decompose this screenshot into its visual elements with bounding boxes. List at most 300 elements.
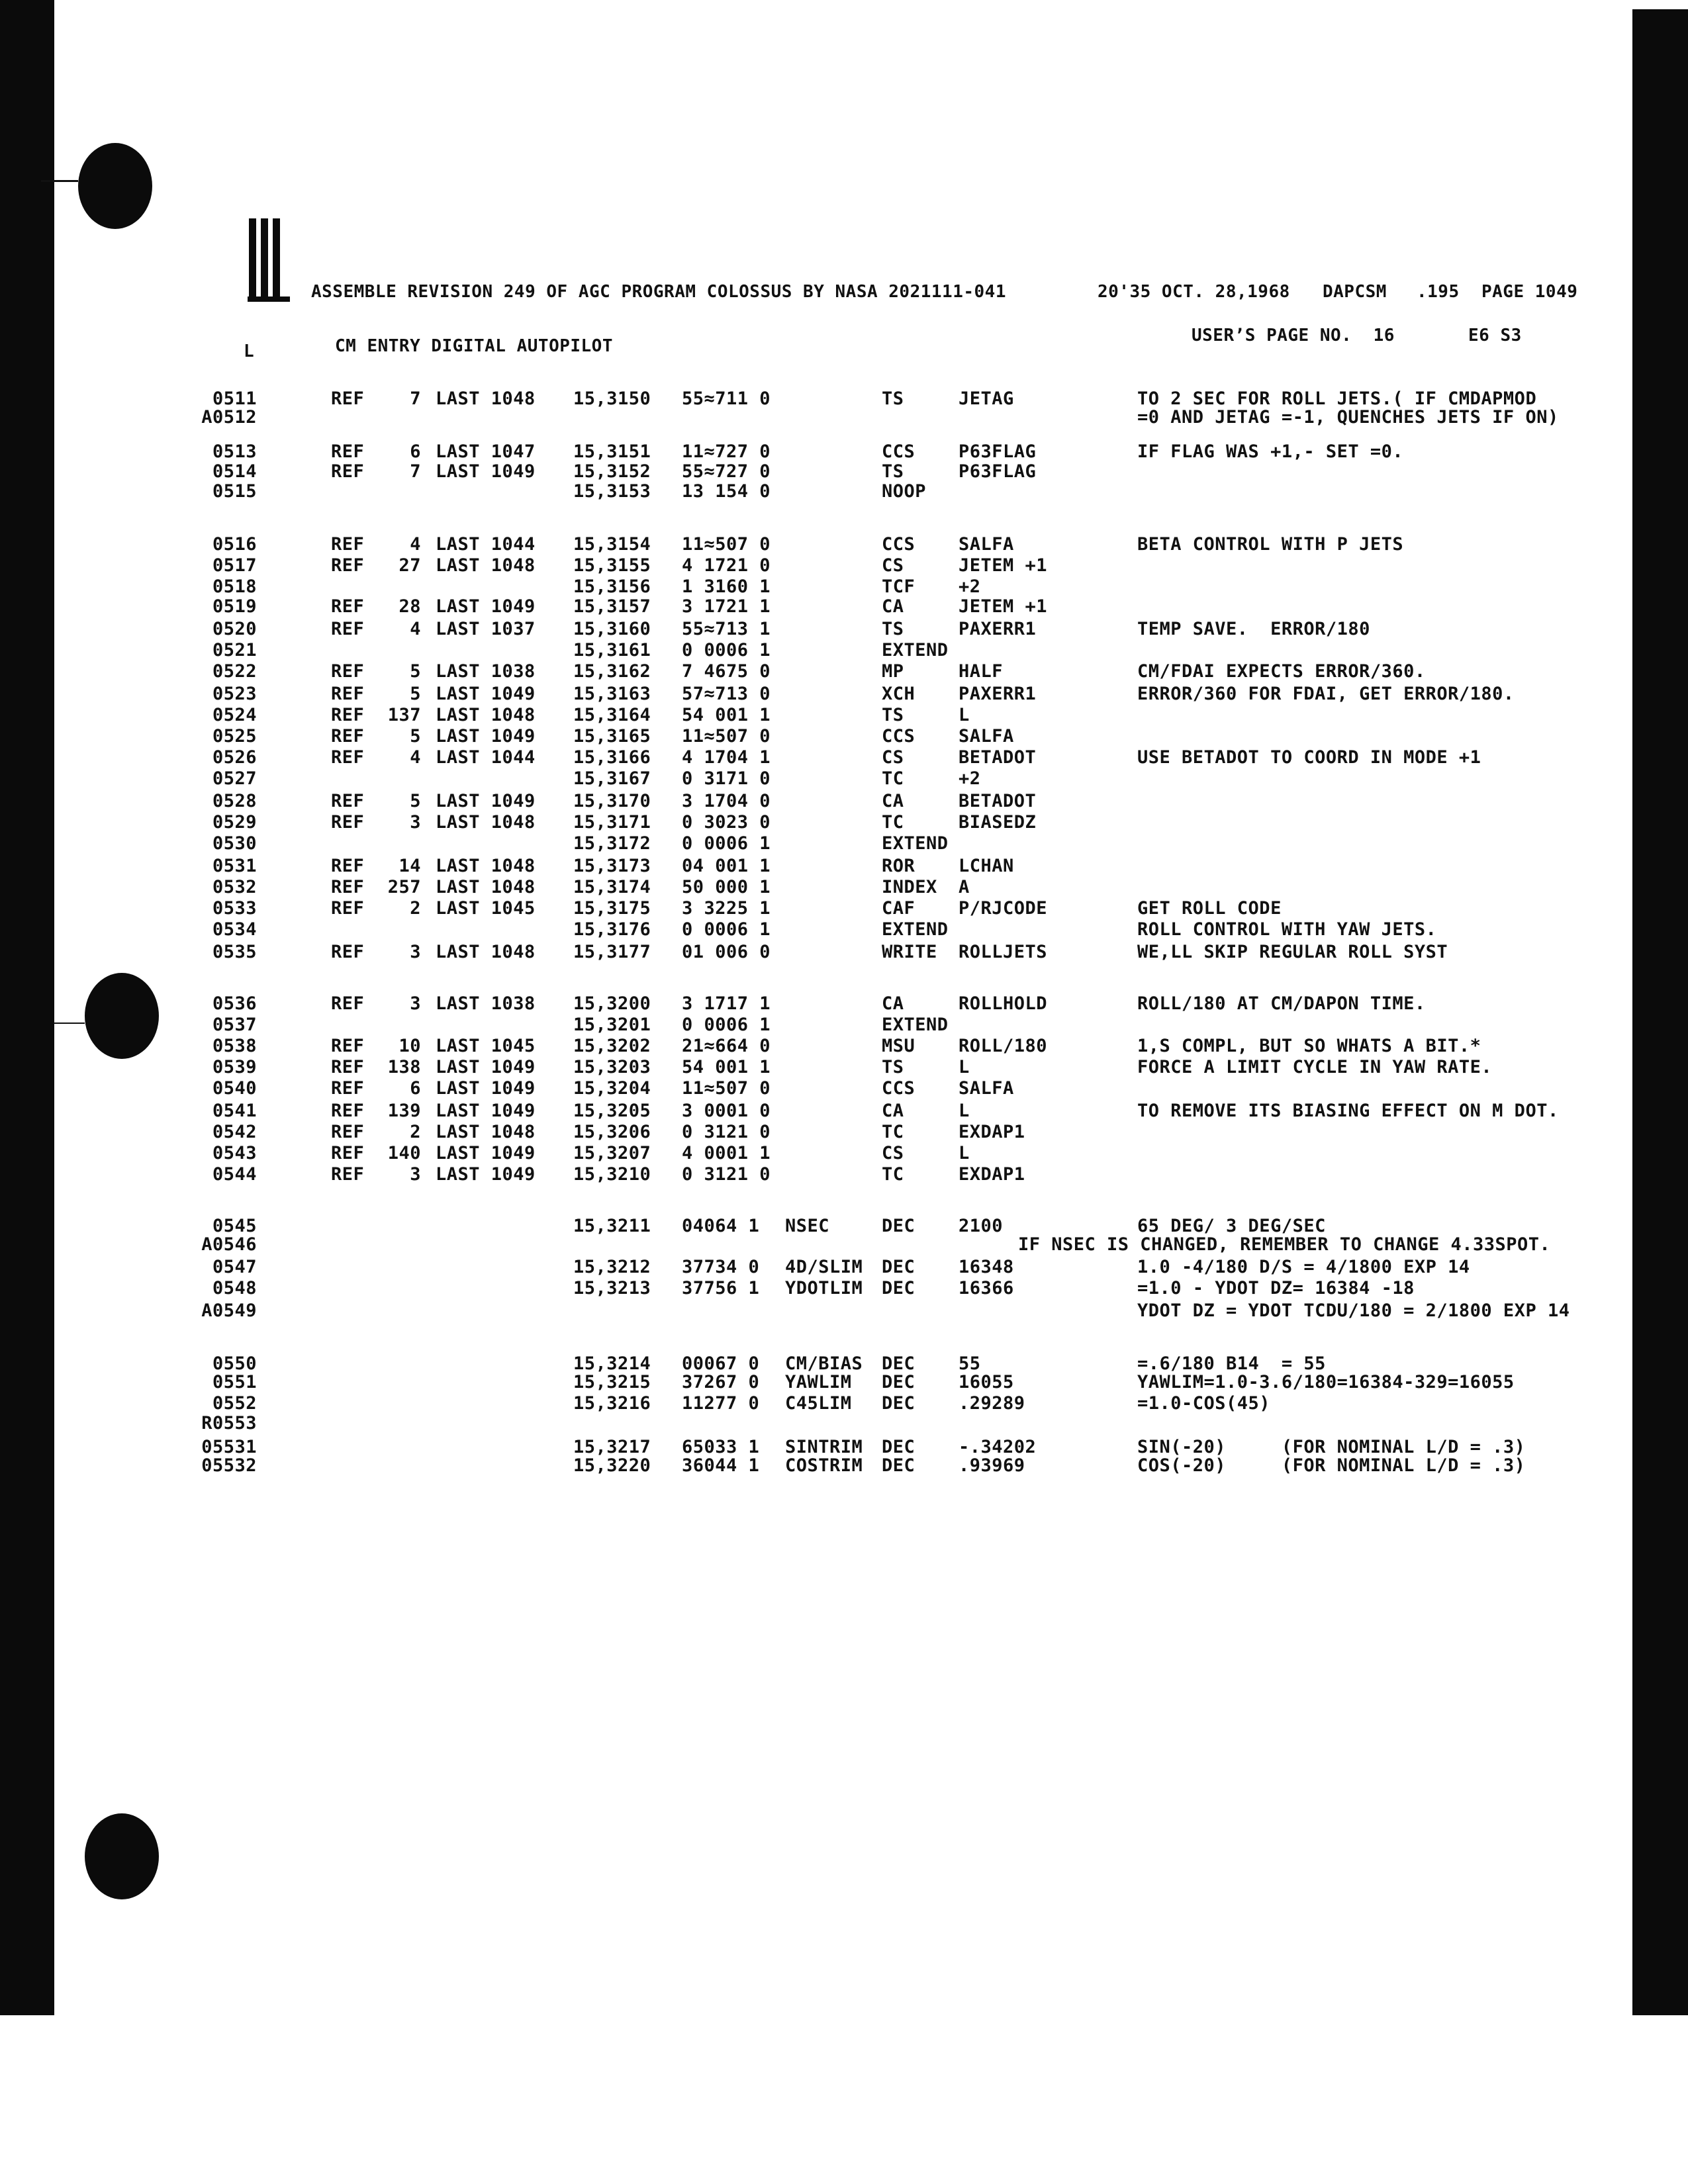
listing-comment: YDOT DZ = YDOT TCDU/180 = 2/1800 EXP 14 bbox=[1137, 1300, 1570, 1321]
listing-refn: 2 bbox=[410, 898, 421, 919]
listing-op: DEC bbox=[882, 1372, 915, 1392]
listing-number: .195 bbox=[1417, 282, 1460, 302]
listing-line: 0538 bbox=[212, 1036, 257, 1056]
listing-word: 3 1721 1 bbox=[682, 596, 771, 617]
listing-line: R0553 bbox=[201, 1413, 257, 1433]
listing-operand: -.34202 bbox=[959, 1437, 1037, 1457]
listing-operand: L bbox=[959, 1057, 970, 1077]
listing-refn: 3 bbox=[410, 942, 421, 962]
listing-line: 0545 bbox=[212, 1216, 257, 1236]
listing-refn: 7 bbox=[410, 388, 421, 409]
listing-op: CCS bbox=[882, 1078, 915, 1099]
listing-refn: 139 bbox=[387, 1101, 421, 1121]
listing-addr: 15,3206 bbox=[573, 1122, 651, 1142]
listing-line: 0519 bbox=[212, 596, 257, 617]
listing-op: CS bbox=[882, 555, 904, 576]
listing-line: A0549 bbox=[201, 1300, 257, 1321]
listing-refn: 138 bbox=[387, 1057, 421, 1077]
listing-op: NOOP bbox=[882, 481, 927, 502]
listing-operand: EXDAP1 bbox=[959, 1164, 1025, 1185]
section-title: CM ENTRY DIGITAL AUTOPILOT bbox=[335, 336, 613, 356]
listing-refn: 5 bbox=[410, 661, 421, 682]
listing-ref: REF bbox=[331, 461, 365, 482]
listing-addr: 15,3200 bbox=[573, 993, 651, 1014]
listing-addr: 15,3203 bbox=[573, 1057, 651, 1077]
listing-addr: 15,3205 bbox=[573, 1101, 651, 1121]
listing-comment: IF NSEC IS CHANGED, REMEMBER TO CHANGE 4.33SPOT. bbox=[1018, 1234, 1551, 1255]
listing-op: TS bbox=[882, 388, 904, 409]
listing-word: 1 3160 1 bbox=[682, 576, 771, 597]
listing-word: 54 001 1 bbox=[682, 705, 771, 725]
listing-line: 0531 bbox=[212, 856, 257, 876]
listing-line: 0525 bbox=[212, 726, 257, 747]
scan-border-right bbox=[1632, 9, 1688, 2015]
listing-op: CA bbox=[882, 791, 904, 811]
listing-op: MSU bbox=[882, 1036, 915, 1056]
listing-word: 0 3121 0 bbox=[682, 1122, 771, 1142]
listing-operand: +2 bbox=[959, 576, 981, 597]
listing-word: 11≈507 0 bbox=[682, 534, 771, 555]
punch-hole-top bbox=[78, 143, 152, 229]
listing-refn: 27 bbox=[399, 555, 421, 576]
listing-operand: JETEM +1 bbox=[959, 555, 1048, 576]
listing-op: TC bbox=[882, 812, 904, 833]
listing-comment: 1.0 -4/180 D/S = 4/1800 EXP 14 bbox=[1137, 1257, 1470, 1277]
listing-comment: ERROR/360 FOR FDAI, GET ERROR/180. bbox=[1137, 684, 1515, 704]
listing-operand: L bbox=[959, 705, 970, 725]
listing-op: DEC bbox=[882, 1437, 915, 1457]
listing-ref: REF bbox=[331, 661, 365, 682]
listing-line: 0522 bbox=[212, 661, 257, 682]
listing-addr: 15,3156 bbox=[573, 576, 651, 597]
listing-comment: IF FLAG WAS +1,- SET =0. bbox=[1137, 441, 1404, 462]
listing-addr: 15,3166 bbox=[573, 747, 651, 768]
listing-last: LAST 1048 bbox=[436, 942, 536, 962]
listing-last: LAST 1049 bbox=[436, 1101, 536, 1121]
listing-line: 0513 bbox=[212, 441, 257, 462]
listing-operand: 2100 bbox=[959, 1216, 1004, 1236]
listing-refn: 2 bbox=[410, 1122, 421, 1142]
listing-ref: REF bbox=[331, 1101, 365, 1121]
listing-op: CS bbox=[882, 747, 904, 768]
listing-label: YDOTLIM bbox=[785, 1278, 863, 1298]
listing-op: EXTEND bbox=[882, 919, 949, 940]
listing-op: TS bbox=[882, 1057, 904, 1077]
listing-ref: REF bbox=[331, 1164, 365, 1185]
listing-addr: 15,3152 bbox=[573, 461, 651, 482]
listing-comment: YAWLIM=1.0-3.6/180=16384-329=16055 bbox=[1137, 1372, 1515, 1392]
listing-word: 7 4675 0 bbox=[682, 661, 771, 682]
listing-last: LAST 1049 bbox=[436, 461, 536, 482]
listing-ref: REF bbox=[331, 441, 365, 462]
listing-op: CA bbox=[882, 596, 904, 617]
listing-last: LAST 1048 bbox=[436, 856, 536, 876]
listing-last: LAST 1044 bbox=[436, 747, 536, 768]
listing-operand: SALFA bbox=[959, 726, 1014, 747]
listing-op: TC bbox=[882, 1122, 904, 1142]
listing-operand: PAXERR1 bbox=[959, 619, 1037, 639]
listing-op: DEC bbox=[882, 1278, 915, 1298]
listing-operand: .29289 bbox=[959, 1393, 1025, 1414]
listing-datetime: 20'35 OCT. 28,1968 bbox=[1098, 282, 1290, 302]
listing-last: LAST 1049 bbox=[436, 1057, 536, 1077]
listing-last: LAST 1045 bbox=[436, 898, 536, 919]
listing-addr: 15,3172 bbox=[573, 833, 651, 854]
listing-last: LAST 1038 bbox=[436, 993, 536, 1014]
listing-refn: 3 bbox=[410, 993, 421, 1014]
listing-refn: 4 bbox=[410, 747, 421, 768]
listing-addr: 15,3216 bbox=[573, 1393, 651, 1414]
listing-ref: REF bbox=[331, 791, 365, 811]
listing-op: WRITE bbox=[882, 942, 937, 962]
listing-last: LAST 1047 bbox=[436, 441, 536, 462]
listing-last: LAST 1049 bbox=[436, 791, 536, 811]
listing-comment: COS(-20) (FOR NOMINAL L/D = .3) bbox=[1137, 1455, 1526, 1476]
listing-word: 0 0006 1 bbox=[682, 1015, 771, 1035]
listing-word: 57≈713 0 bbox=[682, 684, 771, 704]
listing-ref: REF bbox=[331, 1143, 365, 1163]
listing-line: 0515 bbox=[212, 481, 257, 502]
listing-op: DEC bbox=[882, 1455, 915, 1476]
listing-addr: 15,3171 bbox=[573, 812, 651, 833]
listing-line: 0544 bbox=[212, 1164, 257, 1185]
listing-refn: 4 bbox=[410, 534, 421, 555]
listing-op: INDEX bbox=[882, 877, 937, 897]
listing-operand: +2 bbox=[959, 768, 981, 789]
listing-addr: 15,3177 bbox=[573, 942, 651, 962]
listing-comment: ROLL CONTROL WITH YAW JETS. bbox=[1137, 919, 1437, 940]
listing-addr: 15,3167 bbox=[573, 768, 651, 789]
listing-word: 4 1721 0 bbox=[682, 555, 771, 576]
listing-line: 0537 bbox=[212, 1015, 257, 1035]
listing-word: 3 3225 1 bbox=[682, 898, 771, 919]
listing-operand: BETADOT bbox=[959, 791, 1037, 811]
listing-addr: 15,3170 bbox=[573, 791, 651, 811]
listing-addr: 15,3161 bbox=[573, 640, 651, 660]
listing-line: 0523 bbox=[212, 684, 257, 704]
listing-label: 4D/SLIM bbox=[785, 1257, 863, 1277]
listing-op: TC bbox=[882, 1164, 904, 1185]
listing-ref: REF bbox=[331, 1078, 365, 1099]
listing-line: 0543 bbox=[212, 1143, 257, 1163]
listing-line: 0526 bbox=[212, 747, 257, 768]
listing-word: 11≈507 0 bbox=[682, 726, 771, 747]
listing-word: 36044 1 bbox=[682, 1455, 760, 1476]
listing-line: 0532 bbox=[212, 877, 257, 897]
listing-op: TS bbox=[882, 705, 904, 725]
listing-addr: 15,3215 bbox=[573, 1372, 651, 1392]
listing-line: 0517 bbox=[212, 555, 257, 576]
listing-comment: SIN(-20) (FOR NOMINAL L/D = .3) bbox=[1137, 1437, 1526, 1457]
listing-addr: 15,3153 bbox=[573, 481, 651, 502]
listing-operand: ROLL/180 bbox=[959, 1036, 1048, 1056]
listing-line: 0518 bbox=[212, 576, 257, 597]
listing-word: 37756 1 bbox=[682, 1278, 760, 1298]
listing-last: LAST 1049 bbox=[436, 684, 536, 704]
listing-ref: REF bbox=[331, 877, 365, 897]
listing-line: A0512 bbox=[201, 407, 257, 428]
listing-addr: 15,3173 bbox=[573, 856, 651, 876]
listing-word: 0 0006 1 bbox=[682, 833, 771, 854]
listing-line: 0550 bbox=[212, 1353, 257, 1374]
listing-label: YAWLIM bbox=[785, 1372, 852, 1392]
listing-operand: BETADOT bbox=[959, 747, 1037, 768]
listing-word: 54 001 1 bbox=[682, 1057, 771, 1077]
listing-refn: 6 bbox=[410, 441, 421, 462]
listing-comment: 1,S COMPL, BUT SO WHATS A BIT.* bbox=[1137, 1036, 1481, 1056]
listing-comment: CM/FDAI EXPECTS ERROR/360. bbox=[1137, 661, 1426, 682]
listing-word: 55≈727 0 bbox=[682, 461, 771, 482]
listing-word: 0 0006 1 bbox=[682, 640, 771, 660]
listing-line: 0511 bbox=[212, 388, 257, 409]
listing-operand: .93969 bbox=[959, 1455, 1025, 1476]
listing-ref: REF bbox=[331, 747, 365, 768]
listing-addr: 15,3160 bbox=[573, 619, 651, 639]
listing-addr: 15,3175 bbox=[573, 898, 651, 919]
listing-ref: REF bbox=[331, 555, 365, 576]
listing-op: CCS bbox=[882, 441, 915, 462]
page-number: PAGE 1049 bbox=[1481, 282, 1578, 302]
listing-addr: 15,3154 bbox=[573, 534, 651, 555]
listing-last: LAST 1038 bbox=[436, 661, 536, 682]
listing-word: 37734 0 bbox=[682, 1257, 760, 1277]
listing-operand: JETEM +1 bbox=[959, 596, 1048, 617]
program-title: ASSEMBLE REVISION 249 OF AGC PROGRAM COLOSSUS BY NASA 2021111-041 bbox=[311, 282, 1006, 302]
listing-last: LAST 1048 bbox=[436, 705, 536, 725]
listing-ref: REF bbox=[331, 684, 365, 704]
listing-addr: 15,3204 bbox=[573, 1078, 651, 1099]
listing-addr: 15,3214 bbox=[573, 1353, 651, 1374]
listing-line: 0516 bbox=[212, 534, 257, 555]
listing-word: 04064 1 bbox=[682, 1216, 760, 1236]
listing-op: EXTEND bbox=[882, 640, 949, 660]
listing-line: 05532 bbox=[201, 1455, 257, 1476]
listing-refn: 6 bbox=[410, 1078, 421, 1099]
listing-comment: TO REMOVE ITS BIASING EFFECT ON M DOT. bbox=[1137, 1101, 1559, 1121]
listing-addr: 15,3164 bbox=[573, 705, 651, 725]
listing-word: 55≈711 0 bbox=[682, 388, 771, 409]
users-page-number: USER’S PAGE NO. 16 bbox=[1192, 326, 1395, 345]
listing-op: DEC bbox=[882, 1216, 915, 1236]
listing-line: 0528 bbox=[212, 791, 257, 811]
listing-operand: 55 bbox=[959, 1353, 981, 1374]
listing-comment: TO 2 SEC FOR ROLL JETS.( IF CMDAPMOD bbox=[1137, 388, 1537, 409]
listing-operand: EXDAP1 bbox=[959, 1122, 1025, 1142]
listing-comment: =1.0-COS(45) bbox=[1137, 1393, 1271, 1414]
listing-last: LAST 1049 bbox=[436, 1143, 536, 1163]
listing-last: LAST 1048 bbox=[436, 388, 536, 409]
listing-word: 0 3023 0 bbox=[682, 812, 771, 833]
listing-line: 0542 bbox=[212, 1122, 257, 1142]
listing-word: 01 006 0 bbox=[682, 942, 771, 962]
listing-ref: REF bbox=[331, 388, 365, 409]
listing-op: EXTEND bbox=[882, 833, 949, 854]
listing-word: 3 1717 1 bbox=[682, 993, 771, 1014]
listing-op: EXTEND bbox=[882, 1015, 949, 1035]
listing-word: 04 001 1 bbox=[682, 856, 771, 876]
listing-refn: 140 bbox=[387, 1143, 421, 1163]
listing-operand: 16055 bbox=[959, 1372, 1014, 1392]
listing-last: LAST 1049 bbox=[436, 1164, 536, 1185]
listing-addr: 15,3212 bbox=[573, 1257, 651, 1277]
listing-operand: PAXERR1 bbox=[959, 684, 1037, 704]
listing-last: LAST 1048 bbox=[436, 1122, 536, 1142]
listing-line: 0541 bbox=[212, 1101, 257, 1121]
listing-addr: 15,3211 bbox=[573, 1216, 651, 1236]
listing-line: 0533 bbox=[212, 898, 257, 919]
listing-word: 11277 0 bbox=[682, 1393, 760, 1414]
listing-op: CCS bbox=[882, 726, 915, 747]
listing-refn: 4 bbox=[410, 619, 421, 639]
listing-ref: REF bbox=[331, 534, 365, 555]
listing-addr: 15,3150 bbox=[573, 388, 651, 409]
listing-addr: 15,3162 bbox=[573, 661, 651, 682]
listing-ref: REF bbox=[331, 705, 365, 725]
listing-refn: 257 bbox=[387, 877, 421, 897]
punch-hole-tick bbox=[41, 180, 78, 182]
listing-label: NSEC bbox=[785, 1216, 830, 1236]
listing-last: LAST 1045 bbox=[436, 1036, 536, 1056]
log-section-tag: DAPCSM bbox=[1323, 282, 1387, 302]
listing-word: 00067 0 bbox=[682, 1353, 760, 1374]
listing-addr: 15,3210 bbox=[573, 1164, 651, 1185]
listing-addr: 15,3155 bbox=[573, 555, 651, 576]
listing-refn: 28 bbox=[399, 596, 421, 617]
listing-addr: 15,3151 bbox=[573, 441, 651, 462]
listing-last: LAST 1048 bbox=[436, 877, 536, 897]
listing-last: LAST 1037 bbox=[436, 619, 536, 639]
listing-op: CAF bbox=[882, 898, 915, 919]
listing-ref: REF bbox=[331, 856, 365, 876]
listing-line: 0548 bbox=[212, 1278, 257, 1298]
listing-line: 0529 bbox=[212, 812, 257, 833]
listing-op: TS bbox=[882, 619, 904, 639]
listing-operand: P/RJCODE bbox=[959, 898, 1048, 919]
listing-word: 0 0006 1 bbox=[682, 919, 771, 940]
listing-last: LAST 1049 bbox=[436, 1078, 536, 1099]
listing-comment: =.6/180 B14 = 55 bbox=[1137, 1353, 1326, 1374]
listing-label: SINTRIM bbox=[785, 1437, 863, 1457]
listing-addr: 15,3201 bbox=[573, 1015, 651, 1035]
listing-addr: 15,3213 bbox=[573, 1278, 651, 1298]
listing-addr: 15,3174 bbox=[573, 877, 651, 897]
listing-comment: WE,LL SKIP REGULAR ROLL SYST bbox=[1137, 942, 1448, 962]
listing-ref: REF bbox=[331, 942, 365, 962]
listing-operand: P63FLAG bbox=[959, 461, 1037, 482]
listing-ref: REF bbox=[331, 1122, 365, 1142]
listing-addr: 15,3207 bbox=[573, 1143, 651, 1163]
listing-word: 50 000 1 bbox=[682, 877, 771, 897]
listing-comment: =0 AND JETAG =-1, QUENCHES JETS IF ON) bbox=[1137, 407, 1559, 428]
listing-addr: 15,3202 bbox=[573, 1036, 651, 1056]
listing-operand: HALF bbox=[959, 661, 1004, 682]
listing-word: 13 154 0 bbox=[682, 481, 771, 502]
listing-addr: 15,3176 bbox=[573, 919, 651, 940]
listing-operand: A bbox=[959, 877, 970, 897]
punch-hole-middle bbox=[85, 973, 159, 1059]
listing-line: 0552 bbox=[212, 1393, 257, 1414]
listing-word: 11≈727 0 bbox=[682, 441, 771, 462]
listing-comment: BETA CONTROL WITH P JETS bbox=[1137, 534, 1404, 555]
listing-word: 11≈507 0 bbox=[682, 1078, 771, 1099]
listing-op: CS bbox=[882, 1143, 904, 1163]
listing-op: DEC bbox=[882, 1353, 915, 1374]
listing-refn: 5 bbox=[410, 791, 421, 811]
listing-op: DEC bbox=[882, 1257, 915, 1277]
listing-word: 0 3171 0 bbox=[682, 768, 771, 789]
listing-word: 0 3121 0 bbox=[682, 1164, 771, 1185]
listing-op: XCH bbox=[882, 684, 915, 704]
listing-word: 21≈664 0 bbox=[682, 1036, 771, 1056]
listing-last: LAST 1048 bbox=[436, 812, 536, 833]
listing-word: 65033 1 bbox=[682, 1437, 760, 1457]
listing-op: CA bbox=[882, 993, 904, 1014]
listing-operand: ROLLJETS bbox=[959, 942, 1048, 962]
listing-operand: L bbox=[959, 1143, 970, 1163]
listing-label: C45LIM bbox=[785, 1393, 852, 1414]
listing-op: MP bbox=[882, 661, 904, 682]
listing-op: CA bbox=[882, 1101, 904, 1121]
listing-operand: JETAG bbox=[959, 388, 1014, 409]
listing-operand: LCHAN bbox=[959, 856, 1014, 876]
listing-addr: 15,3165 bbox=[573, 726, 651, 747]
listing-word: 3 0001 0 bbox=[682, 1101, 771, 1121]
listing-line: 0514 bbox=[212, 461, 257, 482]
listing-line: 05531 bbox=[201, 1437, 257, 1457]
section-letter: L bbox=[244, 341, 255, 361]
listing-word: 3 1704 0 bbox=[682, 791, 771, 811]
listing-line: 0540 bbox=[212, 1078, 257, 1099]
listing-ref: REF bbox=[331, 898, 365, 919]
listing-comment: 65 DEG/ 3 DEG/SEC bbox=[1137, 1216, 1326, 1236]
listing-operand: L bbox=[959, 1101, 970, 1121]
listing-refn: 5 bbox=[410, 726, 421, 747]
listing-refn: 3 bbox=[410, 1164, 421, 1185]
listing-operand: SALFA bbox=[959, 1078, 1014, 1099]
listing-ref: REF bbox=[331, 619, 365, 639]
listing-refn: 137 bbox=[387, 705, 421, 725]
listing-line: 0551 bbox=[212, 1372, 257, 1392]
listing-operand: 16366 bbox=[959, 1278, 1014, 1298]
listing-last: LAST 1048 bbox=[436, 555, 536, 576]
listing-refn: 5 bbox=[410, 684, 421, 704]
listing-comment: GET ROLL CODE bbox=[1137, 898, 1282, 919]
listing-line: A0546 bbox=[201, 1234, 257, 1255]
listing-operand: P63FLAG bbox=[959, 441, 1037, 462]
listing-operand: BIASEDZ bbox=[959, 812, 1037, 833]
listing-line: 0530 bbox=[212, 833, 257, 854]
listing-comment: TEMP SAVE. ERROR/180 bbox=[1137, 619, 1370, 639]
listing-addr: 15,3220 bbox=[573, 1455, 651, 1476]
listing-comment: FORCE A LIMIT CYCLE IN YAW RATE. bbox=[1137, 1057, 1493, 1077]
listing-line: 0535 bbox=[212, 942, 257, 962]
listing-word: 37267 0 bbox=[682, 1372, 760, 1392]
listing-last: LAST 1049 bbox=[436, 596, 536, 617]
listing-label: CM/BIAS bbox=[785, 1353, 863, 1374]
listing-op: TS bbox=[882, 461, 904, 482]
listing-operand: 16348 bbox=[959, 1257, 1014, 1277]
listing-word: 4 1704 1 bbox=[682, 747, 771, 768]
listing-line: 0547 bbox=[212, 1257, 257, 1277]
listing-word: 4 0001 1 bbox=[682, 1143, 771, 1163]
listing-operand: SALFA bbox=[959, 534, 1014, 555]
listing-ref: REF bbox=[331, 726, 365, 747]
listing-op: TC bbox=[882, 768, 904, 789]
listing-refn: 3 bbox=[410, 812, 421, 833]
listing-addr: 15,3163 bbox=[573, 684, 651, 704]
listing-ref: REF bbox=[331, 993, 365, 1014]
listing-comment: ROLL/180 AT CM/DAPON TIME. bbox=[1137, 993, 1426, 1014]
